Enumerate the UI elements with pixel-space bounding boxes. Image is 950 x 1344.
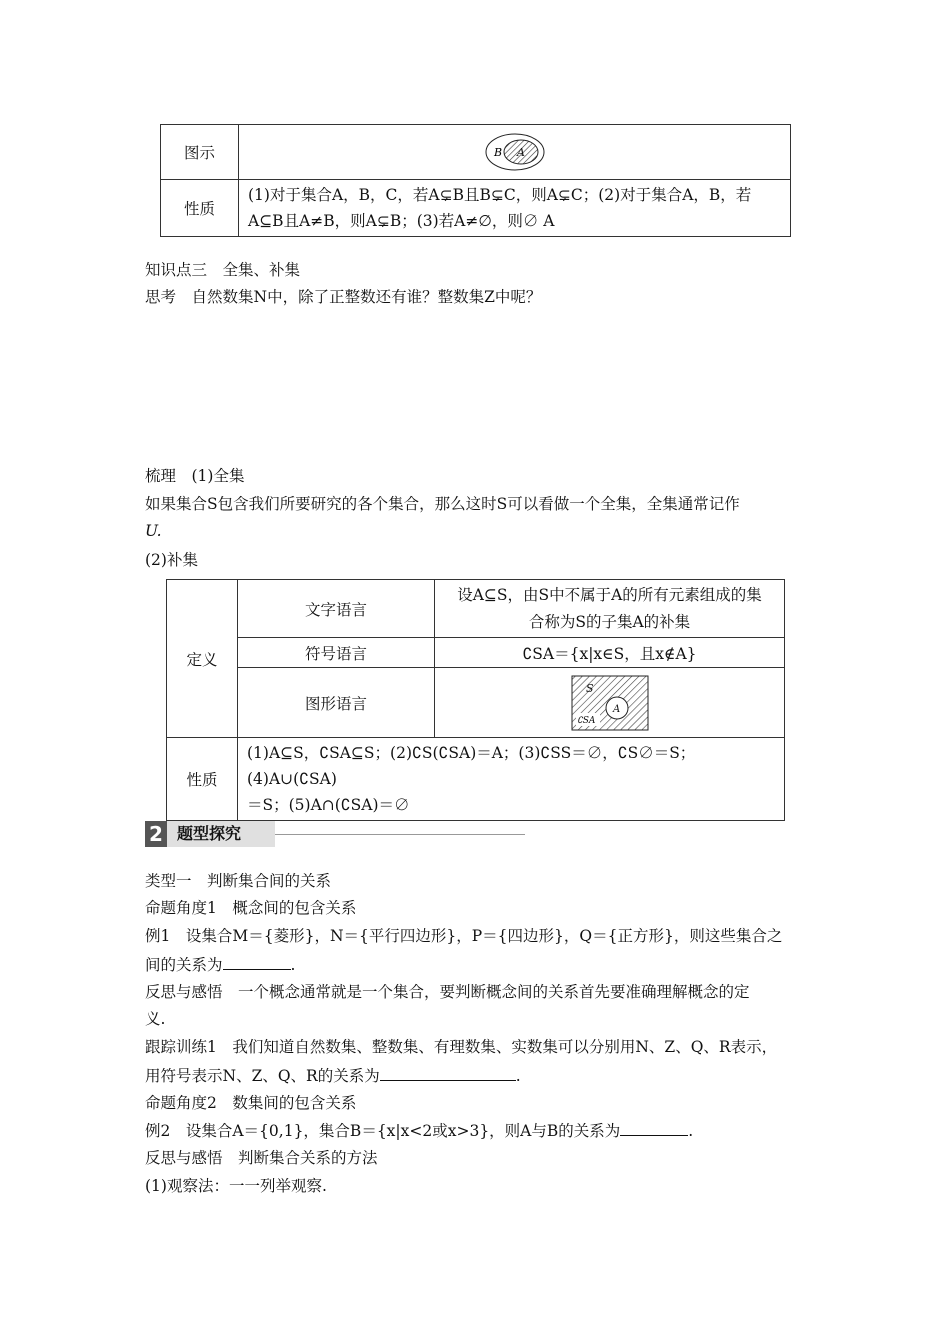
section-title: 题型探究 — [167, 821, 275, 847]
symbol-language-label: 符号语言 — [238, 638, 435, 668]
venn-diagram-icon — [483, 130, 547, 174]
angle-1-title: 命题角度1 概念间的包含关系 — [145, 899, 357, 917]
example-2: 例2 设集合A＝{0,1}，集合B＝{x|x<2或x>3}，则A与B的关系为 . — [145, 1119, 693, 1142]
reflection-1-line2: 义. — [145, 1010, 166, 1028]
venn-cell — [239, 125, 791, 180]
knowledge-point-3-title: 知识点三 全集、补集 — [145, 261, 301, 279]
figure-language-label: 图形语言 — [238, 668, 435, 738]
text-language-definition: 设A⊆S，由S中不属于A的所有元素组成的集 合称为S的子集A的补集 — [435, 580, 785, 638]
figure-cell — [435, 668, 785, 738]
text-language-label: 文字语言 — [238, 580, 435, 638]
method-1: (1)观察法：一一列举观察. — [145, 1177, 327, 1195]
diagram-label: 图示 — [161, 125, 239, 180]
complement-table — [166, 579, 785, 821]
complement-property-label: 性质 — [167, 738, 238, 821]
property-text: (1)对于集合A，B，C，若A⊊B且B⊊C，则A⊊C；(2)对于集合A，B，若 A⊆B且A≠B，则A⊊B；(3)若A≠∅，则∅ A — [239, 180, 791, 237]
symbol-language-definition: ∁SA＝{x|x∈S，且x∉A} — [435, 638, 785, 668]
answer-blank-3 — [620, 1119, 688, 1136]
universe-symbol: U. — [145, 522, 162, 540]
tracking-1-line1: 跟踪训练1 我们知道自然数集、整数集、有理数集、实数集可以分别用N、Z、Q、R表示， — [145, 1038, 778, 1056]
complement-property-text: (1)A⊆S，∁SA⊆S；(2)∁S(∁SA)＝A；(3)∁SS＝∅，∁S∅＝S；(4)A∪(∁SA) ＝S；(5)A∩(∁SA)＝∅ — [238, 738, 785, 821]
type-1-title: 类型一 判断集合间的关系 — [145, 872, 332, 890]
reflection-2: 反思与感悟 判断集合关系的方法 — [145, 1149, 378, 1167]
answer-blank-1 — [223, 953, 291, 970]
venn-outer-label: B — [493, 146, 502, 159]
figure-a-label: A — [612, 703, 620, 715]
example-1-line1: 例1 设集合M＝{菱形}，N＝{平行四边形}，P＝{四边形}，Q＝{正方形}，则这些集合之 — [145, 927, 783, 945]
complement-heading: (2)补集 — [145, 551, 198, 569]
example-1-line2: 间的关系为 . — [145, 953, 295, 976]
universe-definition: 如果集合S包含我们所要研究的各个集合，那么这时S可以看做一个全集，全集通常记作 — [145, 495, 740, 513]
subset-table — [160, 124, 791, 237]
venn-inner-label: A — [516, 146, 525, 159]
figure-s-label: S — [585, 681, 594, 695]
angle-2-title: 命题角度2 数集间的包含关系 — [145, 1094, 357, 1112]
section-number: 2 — [145, 821, 167, 847]
think-question: 思考 自然数集N中，除了正整数还有谁？整数集Z中呢？ — [145, 288, 542, 306]
figure-complement-label: ∁SA — [576, 715, 595, 726]
tracking-1-line2: 用符号表示N、Z、Q、R的关系为 . — [145, 1064, 521, 1087]
summary-heading: 梳理 (1)全集 — [145, 467, 245, 485]
answer-blank-2 — [380, 1064, 516, 1081]
reflection-1-line1: 反思与感悟 一个概念通常就是一个集合，要判断概念间的关系首先要准确理解概念的定 — [145, 983, 750, 1001]
section-header — [145, 821, 525, 847]
property-label: 性质 — [161, 180, 239, 237]
complement-diagram-icon — [570, 674, 650, 732]
section-rule — [275, 834, 525, 835]
definition-label: 定义 — [167, 580, 238, 738]
